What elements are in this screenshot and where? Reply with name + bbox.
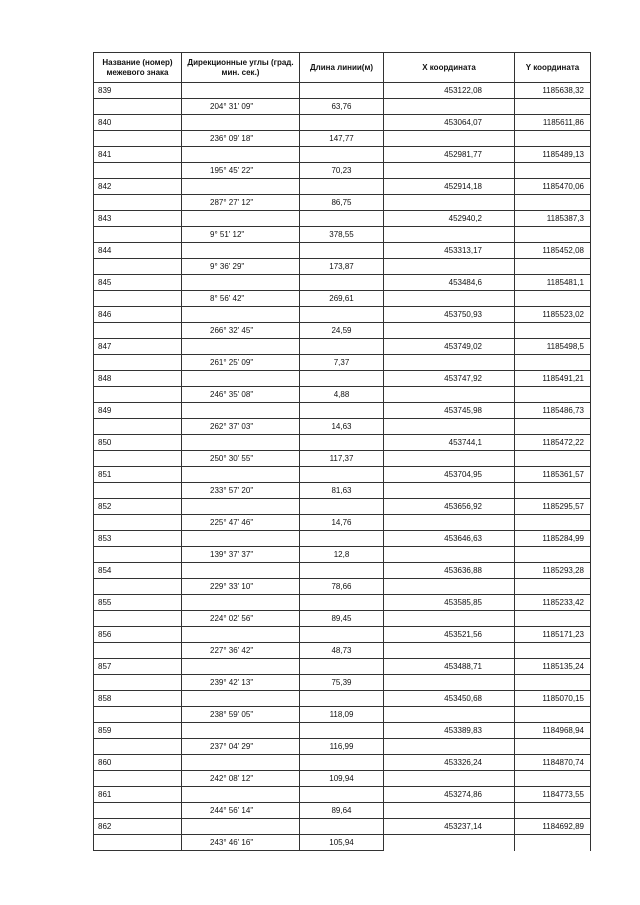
empty-cell [300,787,384,803]
empty-cell [182,691,300,707]
empty-cell [94,579,182,595]
segment-row [94,739,591,755]
point-row [94,691,591,707]
y-coordinate: 1185361,57 [515,467,591,483]
empty-cell [515,99,591,115]
empty-cell [384,611,515,627]
empty-cell [94,163,182,179]
empty-cell [300,275,384,291]
point-row [94,467,591,483]
point-name: 854 [94,563,182,579]
line-length: 4,88 [300,387,384,403]
x-coordinate: 453122,08 [384,83,515,99]
y-coordinate: 1185284,99 [515,531,591,547]
empty-cell [94,99,182,115]
direction-angle: 246° 35' 08" [182,387,300,403]
empty-cell [300,211,384,227]
empty-cell [515,323,591,339]
empty-cell [94,611,182,627]
empty-cell [94,195,182,211]
empty-cell [94,419,182,435]
line-length: 117,37 [300,451,384,467]
y-coordinate: 1185498,5 [515,339,591,355]
point-row [94,307,591,323]
empty-cell [182,819,300,835]
point-name: 855 [94,595,182,611]
empty-cell [182,595,300,611]
empty-cell [515,739,591,755]
x-coordinate: 453704,95 [384,467,515,483]
empty-cell [300,179,384,195]
line-length: 109,94 [300,771,384,787]
empty-cell [300,467,384,483]
empty-cell [384,835,515,851]
point-row [94,339,591,355]
direction-angle: 244° 56' 14" [182,803,300,819]
empty-cell [515,835,591,851]
point-name: 853 [94,531,182,547]
point-row [94,563,591,579]
empty-cell [94,675,182,691]
y-coordinate: 1185523,02 [515,307,591,323]
empty-cell [94,547,182,563]
empty-cell [515,707,591,723]
empty-cell [182,627,300,643]
empty-cell [182,563,300,579]
direction-angle: 204° 31' 09" [182,99,300,115]
y-coordinate: 1185611,86 [515,115,591,131]
line-length: 105,94 [300,835,384,851]
x-coordinate: 453646,63 [384,531,515,547]
empty-cell [515,515,591,531]
empty-cell [515,163,591,179]
y-coordinate: 1185472,22 [515,435,591,451]
x-coordinate: 453747,92 [384,371,515,387]
empty-cell [515,803,591,819]
line-length: 269,61 [300,291,384,307]
y-coordinate: 1185171,23 [515,627,591,643]
x-coordinate: 453521,56 [384,627,515,643]
point-name: 847 [94,339,182,355]
empty-cell [94,771,182,787]
empty-cell [182,371,300,387]
segment-row [94,163,591,179]
empty-cell [384,803,515,819]
empty-cell [384,451,515,467]
point-row [94,723,591,739]
empty-cell [300,531,384,547]
empty-cell [300,83,384,99]
line-length: 48,73 [300,643,384,659]
y-coordinate: 1185638,32 [515,83,591,99]
point-row [94,531,591,547]
empty-cell [384,739,515,755]
table-body [94,83,591,851]
y-coordinate: 1185470,06 [515,179,591,195]
empty-cell [182,339,300,355]
point-row [94,627,591,643]
direction-angle: 9° 36' 29" [182,259,300,275]
y-coordinate: 1184773,55 [515,787,591,803]
point-row [94,147,591,163]
empty-cell [515,355,591,371]
point-row [94,179,591,195]
segment-row [94,259,591,275]
point-row [94,819,591,835]
empty-cell [384,131,515,147]
point-name: 850 [94,435,182,451]
x-coordinate: 453484,6 [384,275,515,291]
point-name: 851 [94,467,182,483]
point-name: 839 [94,83,182,99]
empty-cell [384,483,515,499]
empty-cell [515,227,591,243]
header-x: X координата [384,53,515,83]
empty-cell [182,755,300,771]
direction-angle: 225° 47' 46" [182,515,300,531]
empty-cell [515,675,591,691]
line-length: 173,87 [300,259,384,275]
x-coordinate: 453237,14 [384,819,515,835]
point-row [94,659,591,675]
empty-cell [384,579,515,595]
segment-row [94,771,591,787]
segment-row [94,707,591,723]
y-coordinate: 1185489,13 [515,147,591,163]
empty-cell [182,787,300,803]
empty-cell [182,115,300,131]
empty-cell [515,131,591,147]
empty-cell [384,259,515,275]
x-coordinate: 453750,93 [384,307,515,323]
direction-angle: 287° 27' 12" [182,195,300,211]
point-row [94,211,591,227]
table-header-row [94,53,591,83]
line-length: 70,23 [300,163,384,179]
empty-cell [182,403,300,419]
empty-cell [94,803,182,819]
empty-cell [515,387,591,403]
direction-angle: 139° 37' 37" [182,547,300,563]
point-row [94,403,591,419]
point-name: 852 [94,499,182,515]
empty-cell [182,307,300,323]
x-coordinate: 453744,1 [384,435,515,451]
segment-row [94,99,591,115]
empty-cell [94,515,182,531]
segment-row [94,291,591,307]
empty-cell [182,499,300,515]
empty-cell [384,195,515,211]
line-length: 78,66 [300,579,384,595]
empty-cell [515,291,591,307]
point-name: 844 [94,243,182,259]
empty-cell [94,131,182,147]
empty-cell [300,627,384,643]
header-name: Название (номер) межевого знака [94,53,182,83]
segment-row [94,835,591,851]
empty-cell [300,563,384,579]
y-coordinate: 1184968,94 [515,723,591,739]
empty-cell [300,755,384,771]
x-coordinate: 453745,98 [384,403,515,419]
empty-cell [94,739,182,755]
empty-cell [182,147,300,163]
empty-cell [384,707,515,723]
line-length: 118,09 [300,707,384,723]
point-row [94,755,591,771]
point-name: 857 [94,659,182,675]
header-length: Длина линии(м) [300,53,384,83]
direction-angle: 229° 33' 10" [182,579,300,595]
y-coordinate: 1185070,15 [515,691,591,707]
empty-cell [384,387,515,403]
point-row [94,595,591,611]
y-coordinate: 1185295,57 [515,499,591,515]
point-name: 840 [94,115,182,131]
line-length: 75,39 [300,675,384,691]
line-length: 378,55 [300,227,384,243]
segment-row [94,195,591,211]
empty-cell [182,723,300,739]
empty-cell [300,339,384,355]
empty-cell [182,275,300,291]
empty-cell [182,179,300,195]
x-coordinate: 453326,24 [384,755,515,771]
empty-cell [94,387,182,403]
direction-angle: 261° 25' 09" [182,355,300,371]
direction-angle: 243° 46' 16" [182,835,300,851]
point-name: 841 [94,147,182,163]
segment-row [94,579,591,595]
x-coordinate: 453450,68 [384,691,515,707]
empty-cell [384,515,515,531]
y-coordinate: 1184870,74 [515,755,591,771]
direction-angle: 224° 02' 56" [182,611,300,627]
empty-cell [94,483,182,499]
segment-row [94,643,591,659]
x-coordinate: 453274,86 [384,787,515,803]
y-coordinate: 1185486,73 [515,403,591,419]
point-name: 862 [94,819,182,835]
empty-cell [384,323,515,339]
y-coordinate: 1185293,28 [515,563,591,579]
empty-cell [182,243,300,259]
empty-cell [384,227,515,243]
empty-cell [515,771,591,787]
point-name: 856 [94,627,182,643]
empty-cell [384,99,515,115]
empty-cell [300,691,384,707]
y-coordinate: 1185233,42 [515,595,591,611]
point-row [94,243,591,259]
empty-cell [300,147,384,163]
segment-row [94,611,591,627]
boundary-coordinates-table [93,52,591,851]
segment-row [94,323,591,339]
empty-cell [515,483,591,499]
empty-cell [515,579,591,595]
x-coordinate: 453389,83 [384,723,515,739]
empty-cell [384,675,515,691]
point-name: 845 [94,275,182,291]
empty-cell [384,419,515,435]
point-row [94,499,591,515]
segment-row [94,675,591,691]
empty-cell [300,115,384,131]
direction-angle: 236° 09' 18" [182,131,300,147]
direction-angle: 227° 36' 42" [182,643,300,659]
x-coordinate: 453656,92 [384,499,515,515]
x-coordinate: 452940,2 [384,211,515,227]
y-coordinate: 1184692,89 [515,819,591,835]
line-length: 24,59 [300,323,384,339]
empty-cell [300,371,384,387]
point-name: 848 [94,371,182,387]
point-row [94,83,591,99]
point-name: 860 [94,755,182,771]
x-coordinate: 453585,85 [384,595,515,611]
empty-cell [182,531,300,547]
empty-cell [182,83,300,99]
empty-cell [300,307,384,323]
empty-cell [384,547,515,563]
point-row [94,435,591,451]
empty-cell [515,547,591,563]
x-coordinate: 453749,02 [384,339,515,355]
empty-cell [384,643,515,659]
empty-cell [384,355,515,371]
empty-cell [94,227,182,243]
empty-cell [515,259,591,275]
line-length: 89,64 [300,803,384,819]
point-name: 849 [94,403,182,419]
direction-angle: 250° 30' 55" [182,451,300,467]
empty-cell [94,355,182,371]
segment-row [94,227,591,243]
empty-cell [515,611,591,627]
segment-row [94,483,591,499]
empty-cell [94,291,182,307]
line-length: 7,37 [300,355,384,371]
header-angle: Дирекционные углы (град. мин. сек.) [182,53,300,83]
point-name: 846 [94,307,182,323]
y-coordinate: 1185452,08 [515,243,591,259]
empty-cell [182,211,300,227]
point-name: 861 [94,787,182,803]
segment-row [94,131,591,147]
line-length: 81,63 [300,483,384,499]
y-coordinate: 1185491,21 [515,371,591,387]
empty-cell [300,435,384,451]
direction-angle: 242° 08' 12" [182,771,300,787]
empty-cell [300,595,384,611]
empty-cell [384,163,515,179]
segment-row [94,803,591,819]
segment-row [94,419,591,435]
empty-cell [94,643,182,659]
empty-cell [515,195,591,211]
line-length: 63,76 [300,99,384,115]
empty-cell [300,243,384,259]
x-coordinate: 453313,17 [384,243,515,259]
line-length: 14,76 [300,515,384,531]
header-y: Y координата [515,53,591,83]
segment-row [94,515,591,531]
line-length: 12,8 [300,547,384,563]
point-row [94,371,591,387]
empty-cell [94,259,182,275]
empty-cell [94,835,182,851]
x-coordinate: 453064,07 [384,115,515,131]
segment-row [94,387,591,403]
empty-cell [94,707,182,723]
empty-cell [182,659,300,675]
direction-angle: 262° 37' 03" [182,419,300,435]
line-length: 89,45 [300,611,384,627]
y-coordinate: 1185135,24 [515,659,591,675]
direction-angle: 8° 56' 42" [182,291,300,307]
segment-row [94,451,591,467]
x-coordinate: 453488,71 [384,659,515,675]
segment-row [94,355,591,371]
x-coordinate: 453636,88 [384,563,515,579]
y-coordinate: 1185387,3 [515,211,591,227]
empty-cell [300,723,384,739]
direction-angle: 237° 04' 29" [182,739,300,755]
line-length: 14,63 [300,419,384,435]
line-length: 147,77 [300,131,384,147]
point-name: 842 [94,179,182,195]
empty-cell [300,819,384,835]
line-length: 116,99 [300,739,384,755]
empty-cell [384,291,515,307]
direction-angle: 239° 42' 13" [182,675,300,691]
point-name: 858 [94,691,182,707]
point-name: 843 [94,211,182,227]
empty-cell [94,323,182,339]
empty-cell [515,419,591,435]
direction-angle: 266° 32' 45" [182,323,300,339]
line-length: 86,75 [300,195,384,211]
direction-angle: 195° 45' 22" [182,163,300,179]
x-coordinate: 452981,77 [384,147,515,163]
boundary-coordinates-sheet [93,52,590,851]
point-row [94,787,591,803]
segment-row [94,547,591,563]
direction-angle: 9° 51' 12" [182,227,300,243]
direction-angle: 238° 59' 05" [182,707,300,723]
point-row [94,275,591,291]
empty-cell [182,467,300,483]
empty-cell [300,403,384,419]
empty-cell [515,643,591,659]
point-row [94,115,591,131]
point-name: 859 [94,723,182,739]
x-coordinate: 452914,18 [384,179,515,195]
empty-cell [94,451,182,467]
empty-cell [182,435,300,451]
direction-angle: 233° 57' 20" [182,483,300,499]
empty-cell [384,771,515,787]
empty-cell [300,499,384,515]
empty-cell [300,659,384,675]
empty-cell [515,451,591,467]
y-coordinate: 1185481,1 [515,275,591,291]
